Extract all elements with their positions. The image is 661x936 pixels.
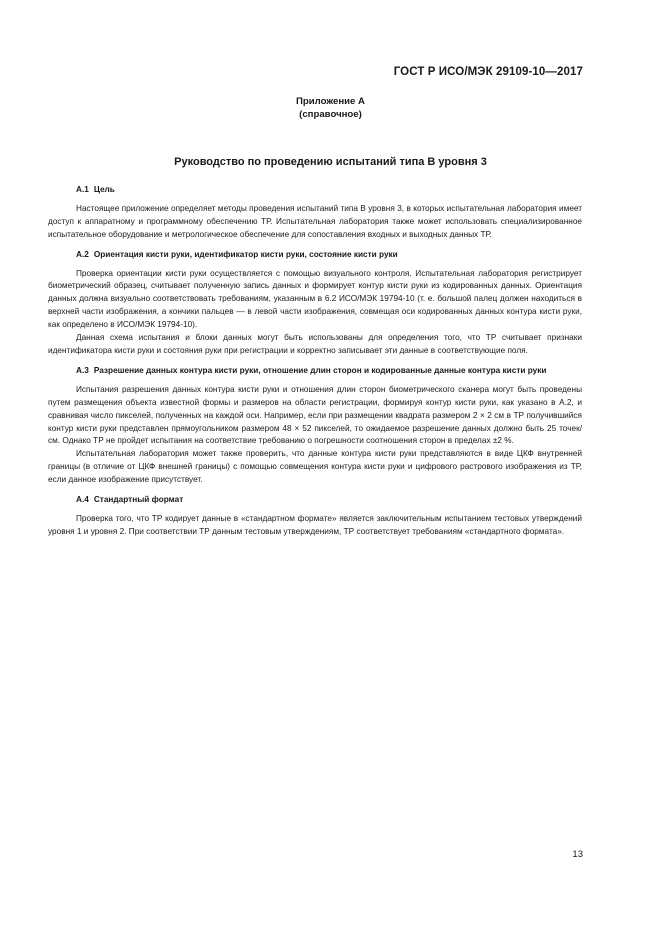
section-heading-a4 — [48, 494, 582, 507]
document-body — [48, 184, 582, 539]
standard-code-header: ГОСТ Р ИСО/МЭК 29109-10—2017 — [393, 66, 583, 78]
section-number: A.3 — [76, 365, 89, 375]
section-title: Стандартный формат — [93, 495, 184, 505]
section-heading-a1 — [48, 184, 582, 197]
paragraph: Проверка того, что ТР кодирует данные в «стандартном формате» является заключительным испытанием тестовых утверждений уровня 1 и уровня 2. При соответствии ТР данным тестовым утверждениям, ТР соответствует требованиям «стандартного формата». — [48, 513, 582, 536]
section-title: Ориентация кисти руки, идентификатор кисти руки, состояние кисти руки — [93, 249, 398, 259]
section-number: A.4 — [76, 495, 89, 505]
annex-type: (справочное) — [299, 109, 362, 120]
section-number: A.2 — [76, 249, 89, 259]
annex-label: Приложение А — [296, 96, 365, 107]
paragraph: Проверка ориентации кисти руки осуществляется с помощью визуального контроля. Испытательная лаборатория регистрирует биометрический образец, считывает полученную запись данных и формирует контур кисти руки из кодированных данных. Ориентация данных должна визуально соответствовать требованиям, указанным в 6.2 ИСО/МЭК 19794-10 (т. е. большой палец должен находиться в верхней части изображения, а кончики пальцев — в левой части изображения, совмещая оси кодированных данных контура кисти руки, как определено в ИСО/МЭК 19794-10). — [48, 268, 582, 330]
paragraph: Настоящее приложение определяет методы проведения испытаний типа В уровня 3, в которых испытательная лаборатория имеет доступ к аппаратному и программному обеспечению ТР. Испытательная лаборатория также может использовать специализированное испытательное оборудование и метрологическое обеспечение для сопоставления входных и выходных данных ТР. — [48, 203, 582, 239]
page-number: 13 — [572, 849, 583, 860]
section-number: A.1 — [76, 185, 89, 194]
paragraph: Данная схема испытания и блоки данных могут быть использованы для определения того, что ТР считывает признаки идентификатора кисти руки и состояния руки при регистрации и корректно записывает эти данные в соответствующие поля. — [48, 333, 582, 355]
section-heading-a3 — [48, 365, 582, 378]
paragraph: Испытания разрешения данных контура кисти руки и отношения длин сторон биометрического сканера могут быть проведены путем размещения объекта известной формы и размеров на области регистрации, формируя контур кисти руки, как указано в А.2, и сравнивая число пикселей, полученных на каждой оси. Например, если при размещении квадрата размером 2 × 2 см в ТР получившийся контур кисти руки представлен прямоугольником размером 48 × 52 пикселей, то ожидаемое разрешение данных должно быть 25 точек/см. Однако ТР не пройдет испытания на соответствие требованию о погрешности соотношения сторон в пределах ±2 %. — [48, 384, 582, 446]
annex-heading — [0, 95, 661, 121]
section-title: Цель — [93, 185, 115, 194]
section-heading-a2 — [48, 249, 582, 262]
paragraph: Испытательная лаборатория может также проверить, что данные контура кисти руки представляются в виде ЦКФ внутренней границы (в отличие от ЦКФ внешней границы) с помощью совмещения контура кисти руки и цифрового растрового изображения из ТР, если данное изображение присутствует. — [48, 449, 582, 485]
section-title: Разрешение данных контура кисти руки, отношение длин сторон и кодированные данные контура кисти руки — [93, 365, 547, 375]
annex-title: Руководство по проведению испытаний типа В уровня 3 — [174, 156, 487, 168]
